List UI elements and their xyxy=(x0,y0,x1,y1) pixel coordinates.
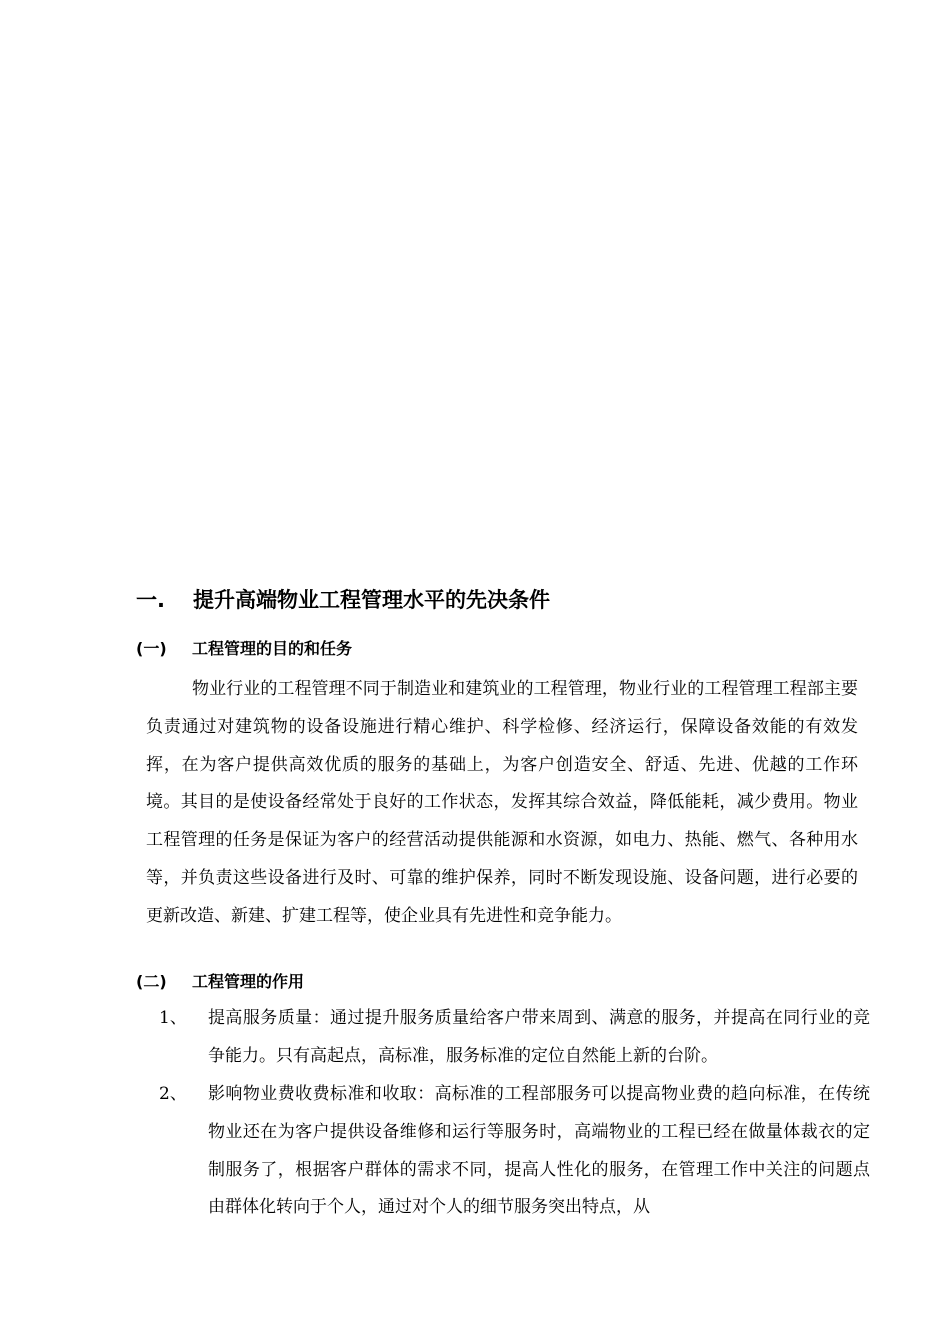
subsection-number-2: (二) xyxy=(136,972,167,991)
body-paragraph: 物业行业的工程管理不同于制造业和建筑业的工程管理，物业行业的工程管理工程部主要负责通过对建筑物的设备设施进行精心维护、科学检修、经济运行，保障设备效能的有效发挥，在为客户提供高效优质的服务的基础上，为客户创造安全、舒适、先进、优越的工作环境。其目的是使设备经常处于良好的工作状态，发挥其综合效益，降低能耗，减少费用。物业工程管理的任务是保证为客户的经营活动提供能源和水资源，如电力、热能、燃气、各种用水等，并负责这些设备进行及时、可靠的维护保养，同时不断发现设施、设备问题，进行必要的更新改造、新建、扩建工程等，使企业具有先进性和竞争能力。 xyxy=(146,679,858,926)
subsection-heading-2 xyxy=(136,969,304,995)
subsection-title-2: 工程管理的作用 xyxy=(192,972,305,991)
subsection-heading-1 xyxy=(136,636,352,662)
list-text-1: 提高服务质量：通过提升服务质量给客户带来周到、满意的服务，并提高在同行业的竞争能力。只有高起点，高标准，服务标准的定位自然能上新的台阶。 xyxy=(208,1008,870,1066)
subsection-number-1: (一) xyxy=(136,639,167,658)
section-heading xyxy=(136,585,550,615)
list-text-2: 影响物业费收费标准和收取：高标准的工程部服务可以提高物业费的趋向标准，在传统物业还在为客户提供设备维修和运行等服务时，高端物业的工程已经在做量体裁衣的定制服务了，根据客户群体的需求不同，提高人性化的服务，在管理工作中关注的问题点由群体化转向于个人，通过对个人的细节服务突出特点，从 xyxy=(208,1084,870,1218)
list-marker-1: 1、 xyxy=(159,1008,187,1028)
section-title: 提升高端物业工程管理水平的先决条件 xyxy=(193,588,550,612)
subsection-title-1: 工程管理的目的和任务 xyxy=(192,639,353,658)
section-number: 一. xyxy=(136,588,165,612)
list-item-2 xyxy=(159,1076,870,1227)
list-marker-2: 2、 xyxy=(159,1084,187,1104)
list-item-1 xyxy=(159,1000,870,1076)
